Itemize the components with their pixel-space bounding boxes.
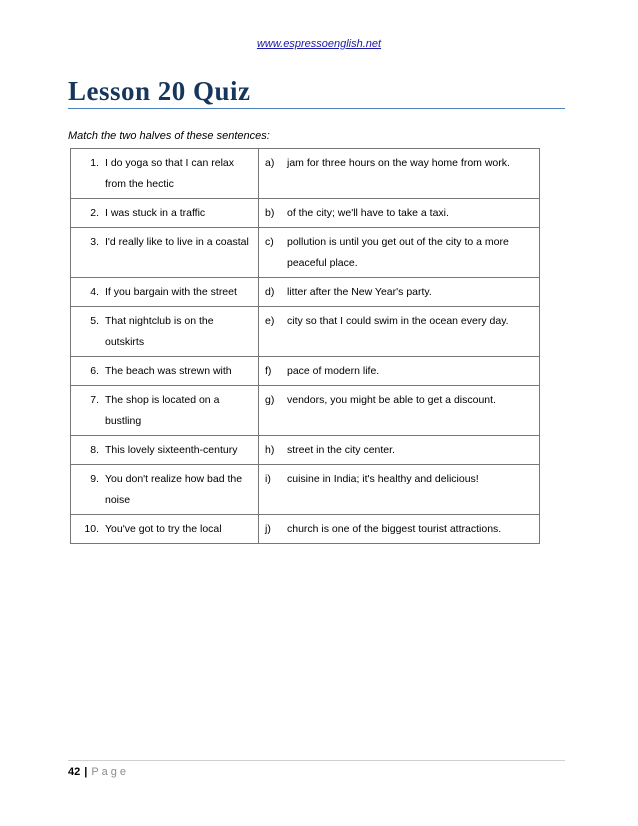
sentence-end-cell bbox=[259, 386, 540, 436]
item-letter: h) bbox=[265, 444, 275, 456]
table-row bbox=[71, 436, 540, 465]
item-letter: i) bbox=[265, 473, 271, 485]
title-underline bbox=[68, 108, 565, 109]
sentence-start-cell bbox=[71, 386, 259, 436]
item-letter: e) bbox=[265, 315, 275, 327]
sentence-start: If you bargain with the street bbox=[105, 286, 237, 298]
page-label: Page bbox=[91, 766, 130, 778]
sentence-start: I'd really like to live in a coastal bbox=[105, 236, 249, 248]
item-number: 4. bbox=[90, 286, 99, 298]
table-row bbox=[71, 307, 540, 357]
sentence-end-cell bbox=[259, 465, 540, 515]
sentence-end: street in the city center. bbox=[287, 444, 395, 456]
table-row bbox=[71, 386, 540, 436]
item-number: 10. bbox=[84, 523, 99, 535]
sentence-start-cell bbox=[71, 149, 259, 199]
item-number: 8. bbox=[90, 444, 99, 456]
sentence-start-cell bbox=[71, 307, 259, 357]
sentence-end: pollution is until you get out of the city to a more peaceful place. bbox=[287, 236, 509, 269]
footer-divider bbox=[68, 760, 565, 761]
footer-separator: | bbox=[84, 766, 88, 778]
sentence-start: The beach was strewn with bbox=[105, 365, 232, 377]
sentence-start: This lovely sixteenth-century bbox=[105, 444, 238, 456]
quiz-instruction: Match the two halves of these sentences: bbox=[68, 130, 270, 142]
sentence-start-cell bbox=[71, 199, 259, 228]
sentence-end-cell bbox=[259, 228, 540, 278]
table-row bbox=[71, 228, 540, 278]
page-title: Lesson 20 Quiz bbox=[68, 76, 251, 106]
sentence-end: church is one of the biggest tourist attractions. bbox=[287, 523, 502, 535]
sentence-end-cell bbox=[259, 357, 540, 386]
item-letter: a) bbox=[265, 157, 275, 169]
header-url-link[interactable]: www.espressoenglish.net bbox=[256, 38, 382, 50]
item-number: 6. bbox=[90, 365, 99, 377]
item-number: 3. bbox=[90, 236, 99, 248]
sentence-end: jam for three hours on the way home from work. bbox=[287, 157, 510, 169]
table-row bbox=[71, 357, 540, 386]
sentence-end: cuisine in India; it's healthy and delicious! bbox=[287, 473, 479, 485]
page-number: 42 bbox=[68, 766, 81, 778]
sentence-end-cell bbox=[259, 307, 540, 357]
table-row bbox=[71, 465, 540, 515]
sentence-start: You don't realize how bad the noise bbox=[105, 473, 243, 506]
table-row bbox=[71, 515, 540, 544]
sentence-end: of the city; we'll have to take a taxi. bbox=[287, 207, 449, 219]
item-number: 5. bbox=[90, 315, 99, 327]
item-number: 1. bbox=[90, 157, 99, 169]
item-number: 9. bbox=[90, 473, 99, 485]
sentence-start: I do yoga so that I can relax from the hectic bbox=[105, 157, 234, 190]
sentence-start: That nightclub is on the outskirts bbox=[105, 315, 214, 348]
page-footer bbox=[68, 766, 129, 778]
sentence-start-cell bbox=[71, 515, 259, 544]
item-letter: g) bbox=[265, 394, 275, 406]
sentence-end: litter after the New Year's party. bbox=[287, 286, 432, 298]
item-number: 2. bbox=[90, 207, 99, 219]
sentence-start-cell bbox=[71, 228, 259, 278]
table-row bbox=[71, 199, 540, 228]
item-letter: c) bbox=[265, 236, 274, 248]
sentence-start: The shop is located on a bustling bbox=[105, 394, 220, 427]
table-row bbox=[71, 149, 540, 199]
sentence-end-cell bbox=[259, 436, 540, 465]
table-row bbox=[71, 278, 540, 307]
sentence-start-cell bbox=[71, 278, 259, 307]
sentence-start-cell bbox=[71, 357, 259, 386]
sentence-end-cell bbox=[259, 515, 540, 544]
item-letter: d) bbox=[265, 286, 275, 298]
sentence-start: You've got to try the local bbox=[105, 523, 222, 535]
item-number: 7. bbox=[90, 394, 99, 406]
quiz-table bbox=[70, 148, 540, 544]
sentence-end: city so that I could swim in the ocean every day. bbox=[287, 315, 509, 327]
sentence-start: I was stuck in a traffic bbox=[105, 207, 206, 219]
sentence-end-cell bbox=[259, 199, 540, 228]
sentence-end: vendors, you might be able to get a discount. bbox=[287, 394, 496, 406]
sentence-start-cell bbox=[71, 465, 259, 515]
sentence-end-cell bbox=[259, 278, 540, 307]
item-letter: f) bbox=[265, 365, 272, 377]
sentence-start-cell bbox=[71, 436, 259, 465]
item-letter: b) bbox=[265, 207, 275, 219]
item-letter: j) bbox=[265, 523, 271, 535]
sentence-end: pace of modern life. bbox=[287, 365, 380, 377]
sentence-end-cell bbox=[259, 149, 540, 199]
